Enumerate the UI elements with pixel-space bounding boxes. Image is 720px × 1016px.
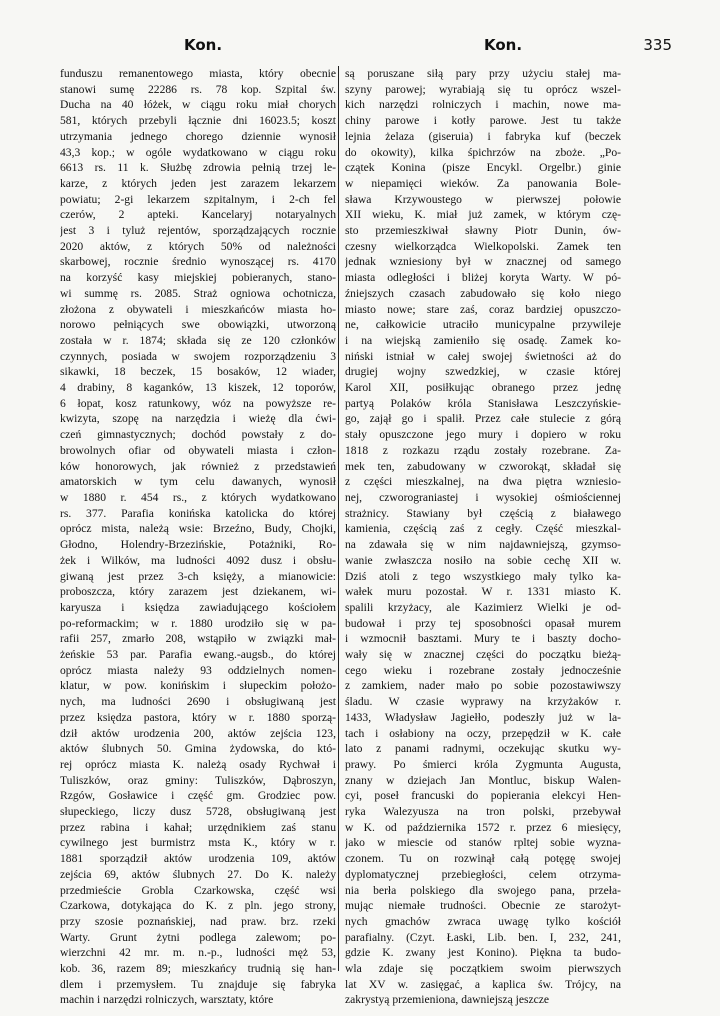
text-line: 1881 sporządził aktów urodzenia 109, aktów (60, 852, 336, 866)
text-line: gdzie K. zwany jest Konino). Piękna ta budo- (345, 946, 621, 960)
text-line: Ducha na 40 łóżek, w ciągu roku miał chorych (60, 98, 336, 112)
text-line: zejścia 69, aktów ślubnych 27. Do K. należy (60, 867, 336, 881)
text-line: lato z panami radnymi, oczekując skutku wy- (345, 742, 621, 756)
text-line: z zamkiem, nader mało po sobie pozostawiwszy (345, 679, 621, 693)
text-line: budował i przy tej sposobności opasał murem (345, 616, 621, 630)
text-line: rafii 257, zmarło 208, wstąpiło w związki mał- (60, 632, 336, 646)
text-line: mując niemałe trudności. Obecnie ze starożyt- (345, 899, 621, 913)
text-line: Tuliszków, oraz gminy: Tuliszków, Dąbroszyn, (60, 773, 336, 787)
text-line: cego wieku i rozebrane zostały jednocześnie (345, 663, 621, 677)
text-line: proboszcza, który zarazem jest dziekanem, wi- (60, 585, 336, 599)
text-line: chiny parowe i kotły parowe. Jest tu także (345, 114, 621, 128)
text-line: Karol XII, posiłkując obranego przez jednę (345, 381, 621, 395)
text-line: mek ten, zabudowany w czworokąt, składał się (345, 459, 621, 473)
text-line: kob. 36, razem 89; mieszkańcy trudnią się han- (60, 962, 336, 976)
text-line: cywilnego jest burmistrz msta K., który w r. (60, 836, 336, 850)
text-line: przedmieście Grobla Czarkowska, część wsi (60, 883, 336, 897)
page-header (60, 30, 672, 56)
text-line: niński istniał w całej swojej świetności aż do (345, 349, 621, 363)
text-line: rej oprócz miasta K. należą osady Rychwał i (60, 757, 336, 771)
text-line: prawy. Po śmierci króla Zygmunta Augusta, (345, 757, 621, 771)
text-line: nia berła polskiego dla swojego pana, przeła- (345, 883, 621, 897)
text-line: strażnicy. Stawiany był częścią z białawego (345, 506, 621, 520)
text-line: dził aktów urodzenia 200, aktów zejścia 123, (60, 726, 336, 740)
text-line: czynnych, posiada w swojem rozporządzeniu 3 (60, 349, 336, 363)
text-line: są poruszane siłą pary przy użyciu stałej ma- (345, 67, 621, 80)
text-line: po-reformackim; w r. 1880 urodziło się w pa- (60, 616, 336, 630)
text-line: klatur, w pow. konińskim i słupeckim położo- (60, 679, 336, 693)
text-line: słupeckiego, liczy dusz 5728, obsługiwaną jest (60, 805, 336, 819)
text-line: nych, ma ludności 2690 i obsługiwaną jest (60, 695, 336, 709)
text-line: nej, czworograniastej i wysokiej ośmiościennej (345, 490, 621, 504)
text-line: zakrystyą przemieniona, dawniejszą jeszcze (345, 993, 550, 1007)
text-line: Czarkowa, dotykająca do K. z pln. jego strony, (60, 899, 336, 913)
text-line: Dziś atoli z tego wszystkiego mały tylko ka- (345, 569, 621, 583)
text-line: stanowi sumę 22286 rs. 78 kop. Szpital św. (60, 82, 336, 96)
text-line: czątek Konina (pisze Encykl. Orgelbr.) ginie (345, 161, 621, 175)
text-line: w niepamięci wieków. Za panowania Bole- (345, 176, 621, 190)
left-text-column (60, 66, 336, 1008)
text-line: karyusza i księdza zawiadującego kościołem (60, 600, 336, 614)
text-line: znany w dziejach Jan Montluc, biskup Walen- (345, 773, 621, 787)
text-line: przez księdza pastora, który w r. 1880 sporzą- (60, 710, 336, 724)
text-line: złożona z obywateli i mieszkańców miasta ho- (60, 302, 336, 316)
text-line: amatorskich w tym celu dawanych, wynosił (60, 475, 336, 489)
text-line: giwaną jest przez 3-ch księży, a mianowicie: (60, 569, 336, 583)
text-line: jest 3 i tyluż rejentów, sporządzających rocznie (60, 224, 336, 238)
text-line: źniejszych czasach zabudowało się koło niego (345, 286, 621, 300)
text-line: została w r. 1874; składa się ze 120 członków (60, 333, 336, 347)
text-line: lat XV w. zasięgać, a kaplica św. Trójcy, na (345, 977, 621, 991)
text-line: 6613 rs. 11 k. Służbę zdrowia pełnią trzej le- (60, 161, 336, 175)
text-line: jednak wzniesiony był w znacznej od samego (345, 255, 621, 269)
text-line: czesny wielkorządca Wielkopolski. Zamek ten (345, 239, 621, 253)
text-line: wanie zwłaszcza nosiło na sobie cechę XII w. (345, 553, 621, 567)
text-line: ków honorowych, jak również z przedstawień (60, 459, 336, 473)
text-line: partyą Polaków króla Stanisława Leszczyńskie- (345, 396, 621, 410)
text-line: browolnych ofiar od obywateli miasta i człon- (60, 443, 336, 457)
text-line: 2020 aktów, z których 50% od należności (60, 239, 336, 253)
text-line: tach i osłabiony na oczy, przepędził w K. całe (345, 726, 621, 740)
text-line: żeńskie 53 par. Parafia ewang.-augsb., do której (60, 648, 336, 662)
text-line: miasta odległości i bliżej koryta Warty. W pó- (345, 271, 621, 285)
header-right-title: Kon. (484, 36, 523, 54)
text-line: nych gmachów zwraca uwagę tylko kościół (345, 914, 621, 928)
text-line: wi summę rs. 2085. Straż ogniowa ochotnicza, (60, 286, 336, 300)
text-line: 43,3 kop.; w ogóle wydatkowano w ciągu roku (60, 145, 336, 159)
header-left-title: Kon. (184, 36, 223, 54)
text-line: utrzymania jednego chorego dziennie wynosił (60, 129, 336, 143)
text-line: cyi, poseł francuski do popierania elekcyi Hen- (345, 789, 621, 803)
column-divider (338, 66, 339, 971)
text-line: czonem. Tu on rozwinął całą potęgę swojej (345, 852, 621, 866)
text-line: żek i Wilków, ma ludności 4092 dusz i obsłu- (60, 553, 336, 567)
text-line: ne, całkowicie utraciło municypalne przywileje (345, 318, 621, 332)
text-line: i na wiejską zamieniło się osadę. Zamek ko- (345, 333, 621, 347)
text-line: kwizyta, szopę na narzędzia i wieżę dla ćwi- (60, 412, 336, 426)
text-line: 1818 z rozkazu rządu zostały rozebrane. Za- (345, 443, 621, 457)
text-line: Warty. Grunt żytni podlega zalewom; po- (60, 930, 336, 944)
page-number: 335 (643, 36, 672, 54)
text-line: 4 drabiny, 8 kaganków, 13 kiszek, 12 toporów, (60, 381, 336, 395)
text-line: powiatu; 2-gi lekarzem szpitalnym, i 2-ch fel (60, 192, 336, 206)
text-line: miasto nowe; stare zaś, coraz bardziej opuszczo- (345, 302, 621, 316)
text-line: karze, z których jeden jest zarazem lekarzem (60, 176, 336, 190)
text-line: Rzgów, Gosławice i część gm. Grodziec pow. (60, 789, 336, 803)
text-line: wla zdaje się początkiem swoim pierwszych (345, 962, 621, 976)
text-line: rs. 377. Parafia konińska katolicka do której (60, 506, 336, 520)
text-line: go, zajął go i spalił. Przez całe stulecie z górą (345, 412, 621, 426)
text-line: Głodno, Holendry-Brzezińskie, Potażniki, Ro- (60, 538, 336, 552)
text-line: parafialny. (Czyt. Łaski, Lib. ben. I, 232, 241, (345, 930, 621, 944)
text-line: dlem i przemysłem. Tu znajduje się fabryka (60, 977, 336, 991)
text-line: oprócz miasta należy 93 oddzielnych nomen- (60, 663, 336, 677)
text-line: 581, których przebyli łącznie dni 16023.5; koszt (60, 114, 336, 128)
text-line: drugiej wojny szwedzkiej, w czasie której (345, 365, 621, 379)
text-line: 6 łopat, kosz ratunkowy, wóz na powyższe re- (60, 396, 336, 410)
text-line: i wzmocnił basztami. Mury te i baszty docho- (345, 632, 621, 646)
text-line: kamienia, częścią zaś z cegły. Część mieszkal- (345, 522, 621, 536)
text-line: XII wieku, K. miał już zamek, w którym czę- (345, 208, 621, 222)
text-line: na zdawała się w nim najdawniejszą, gzymso- (345, 538, 621, 552)
text-line: spalili krzyżacy, ale Kazimierz Wielki je od- (345, 600, 621, 614)
text-line: sikawki, 18 beczek, 15 bosaków, 12 wiader, (60, 365, 336, 379)
text-line: dyplomatycznej przebiegłości, celem otrzyma- (345, 867, 621, 881)
text-line: skarbowej, rocznie średnio wynoszącej rs. 4170 (60, 255, 336, 269)
text-line: szyny parowej; wyrabiają się tu oprócz wszel- (345, 82, 621, 96)
text-line: machin i narzędzi rolniczych, warsztaty, które (60, 993, 274, 1007)
text-line: do okowity), kilka śpichrzów na zboże. „Po- (345, 145, 621, 159)
text-line: jako w miescie od stanów rpltej sobie wyzna- (345, 836, 621, 850)
text-line: sława Krzywoustego w pierwszej połowie (345, 192, 621, 206)
text-line: 1433, Władysław Jagiełło, podeszły już w la- (345, 710, 621, 724)
text-line: w 1880 r. 454 rs., z których wydatkowano (60, 490, 336, 504)
text-line: czeń gimnastycznych; dochód powstały z do- (60, 428, 336, 442)
text-line: na korzyść kasy miejskiej pobieranych, stano- (60, 271, 336, 285)
right-text-column (345, 66, 621, 1008)
text-line: ryka Walezyusza na tron polski, przebywał (345, 805, 621, 819)
text-line: aktów ślubnych 50. Gmina żydowska, do któ- (60, 742, 336, 756)
text-line: czerów, 2 apteki. Kancelaryj notaryalnych (60, 208, 336, 222)
text-line: kich narzędzi rolniczych i machin, nowe ma- (345, 98, 621, 112)
text-line: w K. od października 1572 r. przez 6 miesięcy, (345, 820, 621, 834)
text-line: wałek muru pozostał. W r. 1331 miasto K. (345, 585, 621, 599)
text-line: wały się w znacznej części do początku bieżą- (345, 648, 621, 662)
text-line: wierzchni 42 mr. m. n.-p., ludności męż 53, (60, 946, 336, 960)
text-line: stały opuszczone jego mury i dopiero w roku (345, 428, 621, 442)
text-line: norowo pełniących swe obowiązki, utworzoną (60, 318, 336, 332)
text-line: lejnia żelaza (giseruia) i fabryka kuf (beczek (345, 129, 621, 143)
text-line: z części mieszkalnej, na dwa piętra wzniesio- (345, 475, 621, 489)
text-line: funduszu remanentowego miasta, który obecnie (60, 67, 336, 80)
text-line: sto przemieszkiwał sławny Piotr Dunin, ów- (345, 224, 621, 238)
text-line: przez rabina i kahał; urzędnikiem zaś stanu (60, 820, 336, 834)
text-line: oprócz mista, należą wsie: Brzeźno, Budy, Chojki, (60, 522, 336, 536)
text-line: śladu. W czasie wyprawy na krzyżaków r. (345, 695, 621, 709)
text-line: przy szosie poznańskiej, nad praw. brz. rzeki (60, 914, 336, 928)
